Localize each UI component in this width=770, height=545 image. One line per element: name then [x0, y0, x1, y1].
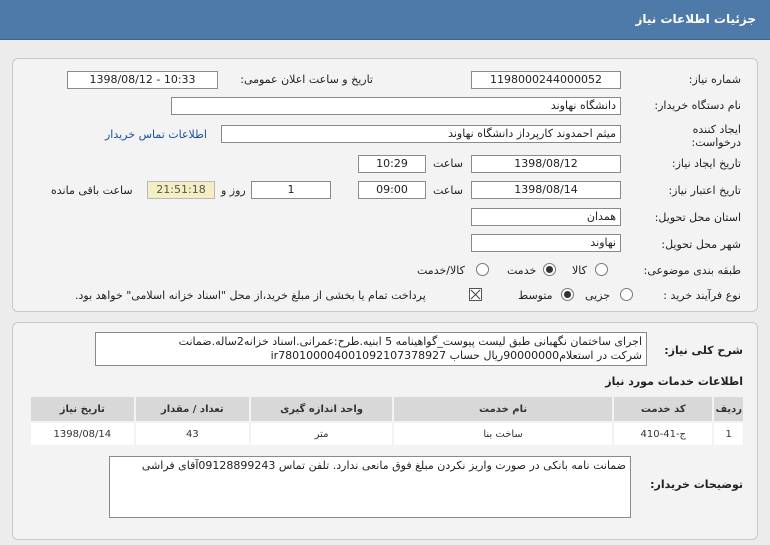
province-label: استان محل تحویل:	[654, 211, 741, 224]
category-option-goods-service: کالا/خدمت	[417, 264, 465, 277]
category-radio-goods-service[interactable]	[476, 263, 489, 276]
province-field: همدان	[471, 208, 621, 226]
table-row	[30, 422, 744, 446]
creator-label: ایجاد کننده درخواست:	[691, 123, 741, 149]
process-option-medium: متوسط	[518, 289, 553, 302]
create-time-label: ساعت	[433, 157, 463, 170]
city-label: شهر محل تحویل:	[661, 238, 741, 251]
validity-date-field: 1398/08/14	[471, 181, 621, 199]
process-radio-minor[interactable]	[620, 288, 633, 301]
buyer-field: دانشگاه نهاوند	[171, 97, 621, 115]
category-radio-goods[interactable]	[595, 263, 608, 276]
buyer-contact-link[interactable]: اطلاعات تماس خریدار	[105, 128, 207, 141]
col-header-unit: واحد اندازه گیری	[250, 396, 393, 422]
summary-label: شرح کلی نیاز:	[664, 344, 743, 357]
validity-time-field: 09:00	[358, 181, 426, 199]
creator-field: میثم احمدوند کارپرداز دانشگاه نهاوند	[221, 125, 621, 143]
category-option-service: خدمت	[507, 264, 537, 277]
process-radio-medium[interactable]	[561, 288, 574, 301]
col-header-service-code: کد خدمت	[613, 396, 713, 422]
payment-note: پرداخت تمام یا بخشی از مبلغ خرید،از محل "اسناد خزانه اسلامی" خواهد بود.	[75, 289, 426, 302]
remaining-time-field: 21:51:18	[147, 181, 215, 199]
need-number-label: شماره نیاز:	[688, 73, 741, 86]
create-date-field: 1398/08/12	[471, 155, 621, 173]
validity-label: تاریخ اعتبار نیاز:	[668, 184, 741, 197]
col-header-service-name: نام خدمت	[393, 396, 613, 422]
cell-quantity: 43	[135, 422, 250, 446]
days-field: 1	[251, 181, 331, 199]
category-label: طبقه بندی موضوعی:	[643, 264, 741, 277]
category-option-goods: کالا	[572, 264, 587, 277]
city-field: نهاوند	[471, 234, 621, 252]
cell-unit: متر	[250, 422, 393, 446]
create-date-label: تاریخ ایجاد نیاز:	[671, 157, 741, 170]
announce-label: تاریخ و ساعت اعلان عمومی:	[240, 73, 373, 86]
buyer-label: نام دستگاه خریدار:	[654, 99, 741, 112]
cell-service-code: ج-41-410	[613, 422, 713, 446]
need-info-panel	[12, 58, 758, 312]
process-option-minor: جزیی	[585, 289, 611, 302]
page-title: جزئیات اطلاعات نیاز	[635, 12, 756, 26]
col-header-row: ردیف	[713, 396, 744, 422]
cell-date: 1398/08/14	[30, 422, 135, 446]
summary-line-1: اجرای ساختمان نگهبانی طبق لیست پیوست_گواهینامه 5 ابنیه.طرح:عمرانی.اسناد خزانه2ساله.ضمانت	[178, 335, 642, 348]
services-title: اطلاعات خدمات مورد نیاز	[605, 375, 743, 388]
col-header-date: تاریخ نیاز	[30, 396, 135, 422]
summary-field	[95, 332, 647, 366]
services-table	[29, 395, 745, 447]
validity-time-label: ساعت	[433, 184, 463, 197]
cell-row-number: 1	[713, 422, 744, 446]
buyer-notes-label: توضیحات خریدار:	[650, 478, 743, 491]
days-label: روز و	[221, 184, 246, 197]
table-header-row	[30, 396, 744, 422]
process-label: نوع فرآیند خرید :	[663, 289, 741, 302]
need-details-panel	[12, 322, 758, 540]
summary-line-2: شرکت در استعلام90000000ریال حساب ir780100004001092107378927	[270, 349, 642, 362]
col-header-quantity: تعداد / مقدار	[135, 396, 250, 422]
need-number-field: 1198000244000052	[471, 71, 621, 89]
remaining-label: ساعت باقی مانده	[51, 184, 133, 197]
create-time-field: 10:29	[358, 155, 426, 173]
cell-service-name: ساخت بنا	[393, 422, 613, 446]
category-radio-service[interactable]	[543, 263, 556, 276]
page-header	[0, 0, 770, 40]
announce-field: 1398/08/12 - 10:33	[67, 71, 218, 89]
treasury-checkbox[interactable]	[469, 288, 482, 301]
buyer-notes-field: ضمانت نامه بانکی در صورت واریز نکردن مبلغ فوق مانعی ندارد. تلفن تماس 09128899243آقای فراشی	[109, 456, 631, 518]
